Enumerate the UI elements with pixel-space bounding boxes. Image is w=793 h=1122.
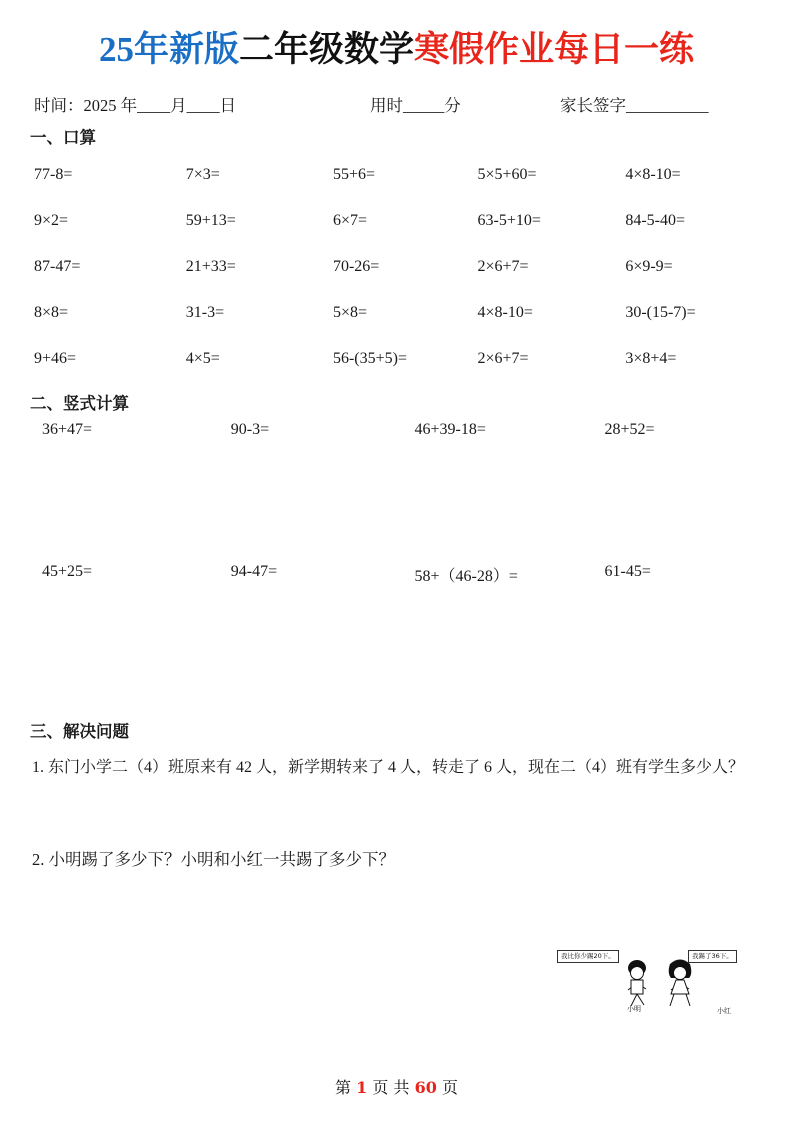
figure-name-left: 小明 xyxy=(627,1005,641,1013)
vertical-item: 58+（46-28）= xyxy=(414,568,518,586)
oral-item: 70-26= xyxy=(332,258,380,276)
oral-item: 3×8+4= xyxy=(625,350,677,368)
footer-total-pages: 60 xyxy=(414,1078,437,1097)
oral-item: 59+13= xyxy=(185,212,236,230)
vertical-item: 36+47= xyxy=(42,421,93,439)
table-row xyxy=(30,198,763,244)
oral-item: 6×9-9= xyxy=(625,258,673,276)
footer-page-number: 1 xyxy=(356,1078,368,1097)
table-row xyxy=(30,244,763,290)
footer-suffix: 页 xyxy=(441,1078,458,1097)
oral-item: 4×5= xyxy=(185,350,220,368)
vertical-item: 28+52= xyxy=(604,421,655,439)
table-row xyxy=(30,336,763,382)
speech-bubble-left: 我比你少踢20下。 xyxy=(557,950,619,963)
oral-item: 87-47= xyxy=(34,258,81,276)
oral-item: 4×8-10= xyxy=(477,304,533,322)
speech-bubble-right: 我踢了36下。 xyxy=(688,950,737,963)
oral-item: 84-5-40= xyxy=(625,212,685,230)
date-label: 时间：2025 年____月____日 xyxy=(34,96,237,116)
oral-item: 5×8= xyxy=(332,304,367,322)
vertical-calculation-table xyxy=(30,420,763,704)
oral-item: 21+33= xyxy=(185,258,236,276)
oral-item: 8×8= xyxy=(34,304,69,322)
page-title xyxy=(30,30,763,70)
section-heading-vertical: 二、竖式计算 xyxy=(30,394,129,414)
footer-prefix: 第 xyxy=(335,1078,352,1097)
vertical-item: 90-3= xyxy=(230,421,270,439)
illustration xyxy=(557,942,757,1022)
oral-item: 6×7= xyxy=(332,212,367,230)
oral-item: 63-5+10= xyxy=(477,212,541,230)
time-used-label: 用时_____分 xyxy=(370,96,461,116)
meta-row xyxy=(30,92,763,116)
word-problem-1: 1. 东门小学二（4）班原来有 42 人，新学期转来了 4 人，转走了 6 人，现在二（4）班有学生多少人？ xyxy=(32,759,745,777)
oral-item: 2×6+7= xyxy=(477,350,529,368)
oral-item: 77-8= xyxy=(34,166,73,184)
oral-arithmetic-table xyxy=(30,152,763,382)
table-row xyxy=(30,562,763,704)
oral-item: 4×8-10= xyxy=(625,166,681,184)
oral-item: 2×6+7= xyxy=(477,258,529,276)
oral-item: 7×3= xyxy=(185,166,220,184)
page-footer xyxy=(0,1075,793,1098)
footer-middle: 页 共 xyxy=(372,1078,410,1097)
oral-item: 5×5+60= xyxy=(477,166,537,184)
title-part-black: 二年级数学 xyxy=(238,29,414,70)
table-row xyxy=(30,420,763,562)
vertical-item: 46+39-18= xyxy=(414,421,486,439)
table-row xyxy=(30,290,763,336)
oral-item: 30-(15-7)= xyxy=(625,304,696,322)
oral-item: 31-3= xyxy=(185,304,225,322)
section-heading-oral: 一、口算 xyxy=(30,128,96,148)
oral-item: 56-(35+5)= xyxy=(332,350,407,368)
title-part-blue: 25年新版 xyxy=(98,30,239,69)
figure-name-right: 小红 xyxy=(717,1007,731,1015)
word-problem-2: 2. 小明踢了多少下？小明和小红一共踢了多少下？ xyxy=(32,850,395,870)
vertical-item: 61-45= xyxy=(604,563,651,581)
vertical-item: 45+25= xyxy=(42,563,93,581)
oral-item: 55+6= xyxy=(332,166,375,184)
section-heading-word-problems: 三、解决问题 xyxy=(30,722,129,742)
title-part-red: 寒假作业每日一练 xyxy=(414,29,695,70)
parent-signature-label: 家长签字__________ xyxy=(560,96,709,116)
oral-item: 9+46= xyxy=(34,350,77,368)
oral-item: 9×2= xyxy=(34,212,69,230)
vertical-item: 94-47= xyxy=(230,563,278,581)
table-row xyxy=(30,152,763,198)
